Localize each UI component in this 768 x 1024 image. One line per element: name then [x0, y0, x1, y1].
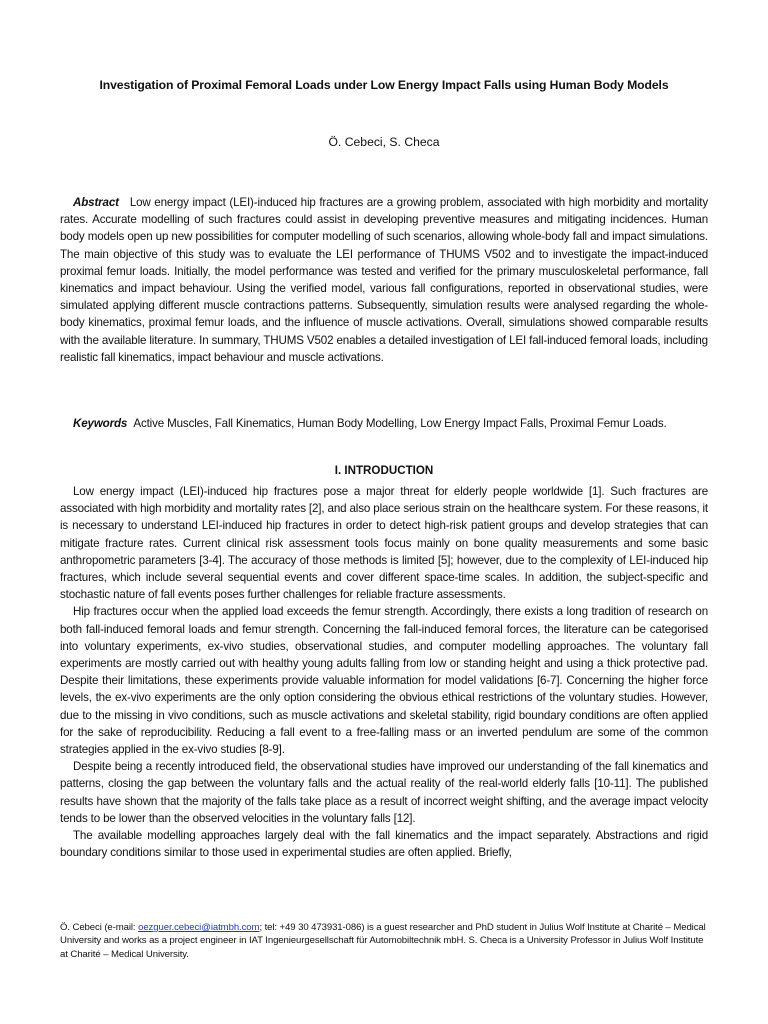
- footnote-text-end: ; tel: +49 30 473931-086) is a guest researcher and PhD student in Julius Wolf Institute at Charité – Medical University and works as a project engineer in IAT Ingenieurgesellschaft für Automobiltechnik mbH. S. Checa is a University Professor in Julius Wolf Institute at Charité – Medical University.: [60, 922, 706, 960]
- paper-authors: Ö. Cebeci, S. Checa: [328, 135, 440, 149]
- keywords: [60, 415, 708, 432]
- footnote-text-start: Ö. Cebeci (e-mail:: [60, 922, 139, 933]
- intro-paragraph: Despite being a recently introduced field, the observational studies have improved our understanding of the fall kinematics and patterns, closing the gap between the voluntary falls and the actual reality of the real-world elderly falls [10-11]. The published results have shown that the majority of the falls take place as a result of incorrect weight shifting, and the average impact velocity tends to be lower than the observed velocities in the voluntary falls [12].: [60, 760, 708, 825]
- abstract-label: Abstract: [73, 196, 119, 209]
- footnote-email-link[interactable]: oezguer.cebeci@iatmbh.com: [138, 922, 260, 933]
- intro-paragraph: The available modelling approaches largely deal with the fall kinematics and the impact separately. Abstractions and rigid boundary conditions similar to those used in experimental studies are often applied. Briefly,: [60, 829, 708, 860]
- abstract-text: Low energy impact (LEI)-induced hip fractures are a growing problem, associated with high morbidity and mortality rates. Accurate modelling of such fractures could assist in developing preventive measures and mitigating incidences. Human body models open up new possibilities for computer modelling of such scenarios, allowing whole-body fall and impact simulations. The main objective of this study was to evaluate the LEI performance of THUMS V502 and to investigate the impact-induced proximal femur loads. Initially, the model performance was tested and verified for the primary musculoskeletal performance, fall kinematics and impact behaviour. Using the verified model, various fall configurations, reported in observational studies, were simulated applying different muscle contractions patterns. Subsequently, simulation results were analysed regarding the whole-body kinematics, proximal femur loads, and the influence of muscle activations. Overall, simulations showed comparable results with the available literature. In summary, THUMS V502 enables a detailed investigation of LEI fall-induced femoral loads, including realistic fall kinematics, impact behaviour and muscle activations.: [60, 196, 708, 364]
- paper-title: Investigation of Proximal Femoral Loads under Low Energy Impact Falls using Human Body Models: [99, 78, 669, 92]
- keywords-label: Keywords: [73, 417, 128, 430]
- author-footnote: [60, 921, 708, 961]
- keywords-text: Active Muscles, Fall Kinematics, Human Body Modelling, Low Energy Impact Falls, Proximal Femur Loads.: [133, 417, 667, 430]
- abstract: [60, 194, 708, 366]
- section-heading-introduction: I. INTRODUCTION: [334, 464, 434, 477]
- intro-paragraph: Low energy impact (LEI)-induced hip fractures pose a major threat for elderly people worldwide [1]. Such fractures are associated with high morbidity and mortality rates [2], and also place serious strain on the healthcare system. For these reasons, it is necessary to understand LEI-induced hip fractures in order to detect high-risk patient groups and develop strategies that can mitigate fracture rates. Current clinical risk assessment tools focus mainly on bone quality measurements and some basic anthropometric parameters [3-4]. The accuracy of those methods is limited [5]; however, due to the complexity of LEI-induced hip fractures, which include several sequential events and cover different space-time scales. In addition, the subject-specific and stochastic nature of fall events poses further challenges for reliable fracture assessments.: [60, 485, 708, 602]
- intro-paragraph: Hip fractures occur when the applied load exceeds the femur strength. Accordingly, there exists a long tradition of research on both fall-induced femoral loads and femur strength. Concerning the fall-induced femoral forces, the literature can be categorised into voluntary experiments, ex-vivo studies, observational studies, and computer modelling approaches. The voluntary fall experiments are mostly carried out with healthy young adults falling from low or standing height and using a thick protective pad. Despite their limitations, these experiments provide valuable information for model validations [6-7]. Concerning the higher force levels, the ex-vivo experiments are the only option considering the obvious ethical restrictions of the voluntary studies. However, due to the missing in vivo conditions, such as muscle activations and skeletal stability, rigid boundary conditions are often applied for the sake of reproducibility. Reducing a fall event to a free-falling mass or an inverted pendulum are some of the common strategies applied in the ex-vivo studies [8-9].: [60, 605, 708, 757]
- introduction-body: [60, 483, 708, 861]
